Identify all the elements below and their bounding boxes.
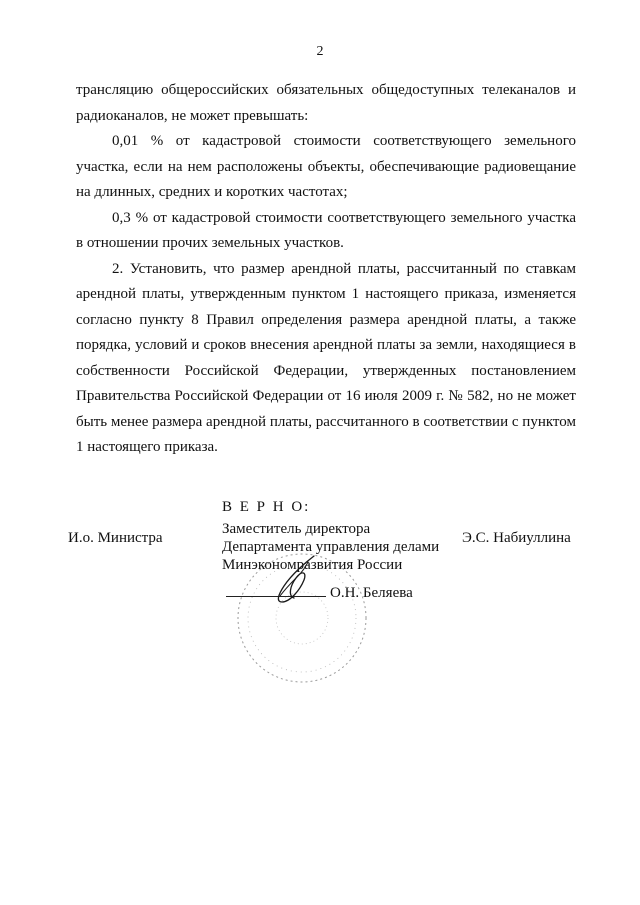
paragraph-item-2: 2. Установить, что размер арендной платы, рассчитанный по ставкам арендной платы, утвержденным пунктом 1 настоящего приказа, изменяется согласно пункту 8 Правил определения размера арендной платы, а также порядка, условий и сроков внесения арендной платы за земли, находящиеся в собственности Российской Федерации, утвержденных постановлением Правительства Российской Федерации от 16 июля 2009 г. № 582, но не может быть менее размера арендной платы, рассчитанного в соответствии с пунктом 1 настоящего приказа. [76, 260, 576, 455]
page-number: 2 [316, 44, 324, 59]
certifier-name: О.Н. Беляева [330, 585, 413, 601]
signatory-name: Э.С. Набиуллина [462, 530, 571, 546]
handwritten-signature-icon [262, 552, 332, 610]
paragraph-rate-other: 0,3 % от кадастровой стоимости соответствующего земельного участка в отношении прочих земельных участков. [76, 209, 576, 251]
certifier-ministry: Минэкономразвития России [222, 557, 403, 573]
certifier-department: Департамента управления делами [222, 539, 440, 555]
certifier-position: Заместитель директора [222, 521, 371, 537]
paragraph-continuation: трансляцию общероссийских обязательных общедоступных телеканалов и радиоканалов, не может превышать: [76, 82, 576, 124]
verno-title: В Е Р Н О: [222, 499, 311, 515]
document-body [76, 78, 576, 461]
signatory-title: И.о. Министра [68, 530, 163, 546]
paragraph-rate-radio: 0,01 % от кадастровой стоимости соответствующего земельного участка, если на нем расположены объекты, обеспечивающие радиовещание на длинных, средних и коротких частотах; [76, 133, 576, 200]
